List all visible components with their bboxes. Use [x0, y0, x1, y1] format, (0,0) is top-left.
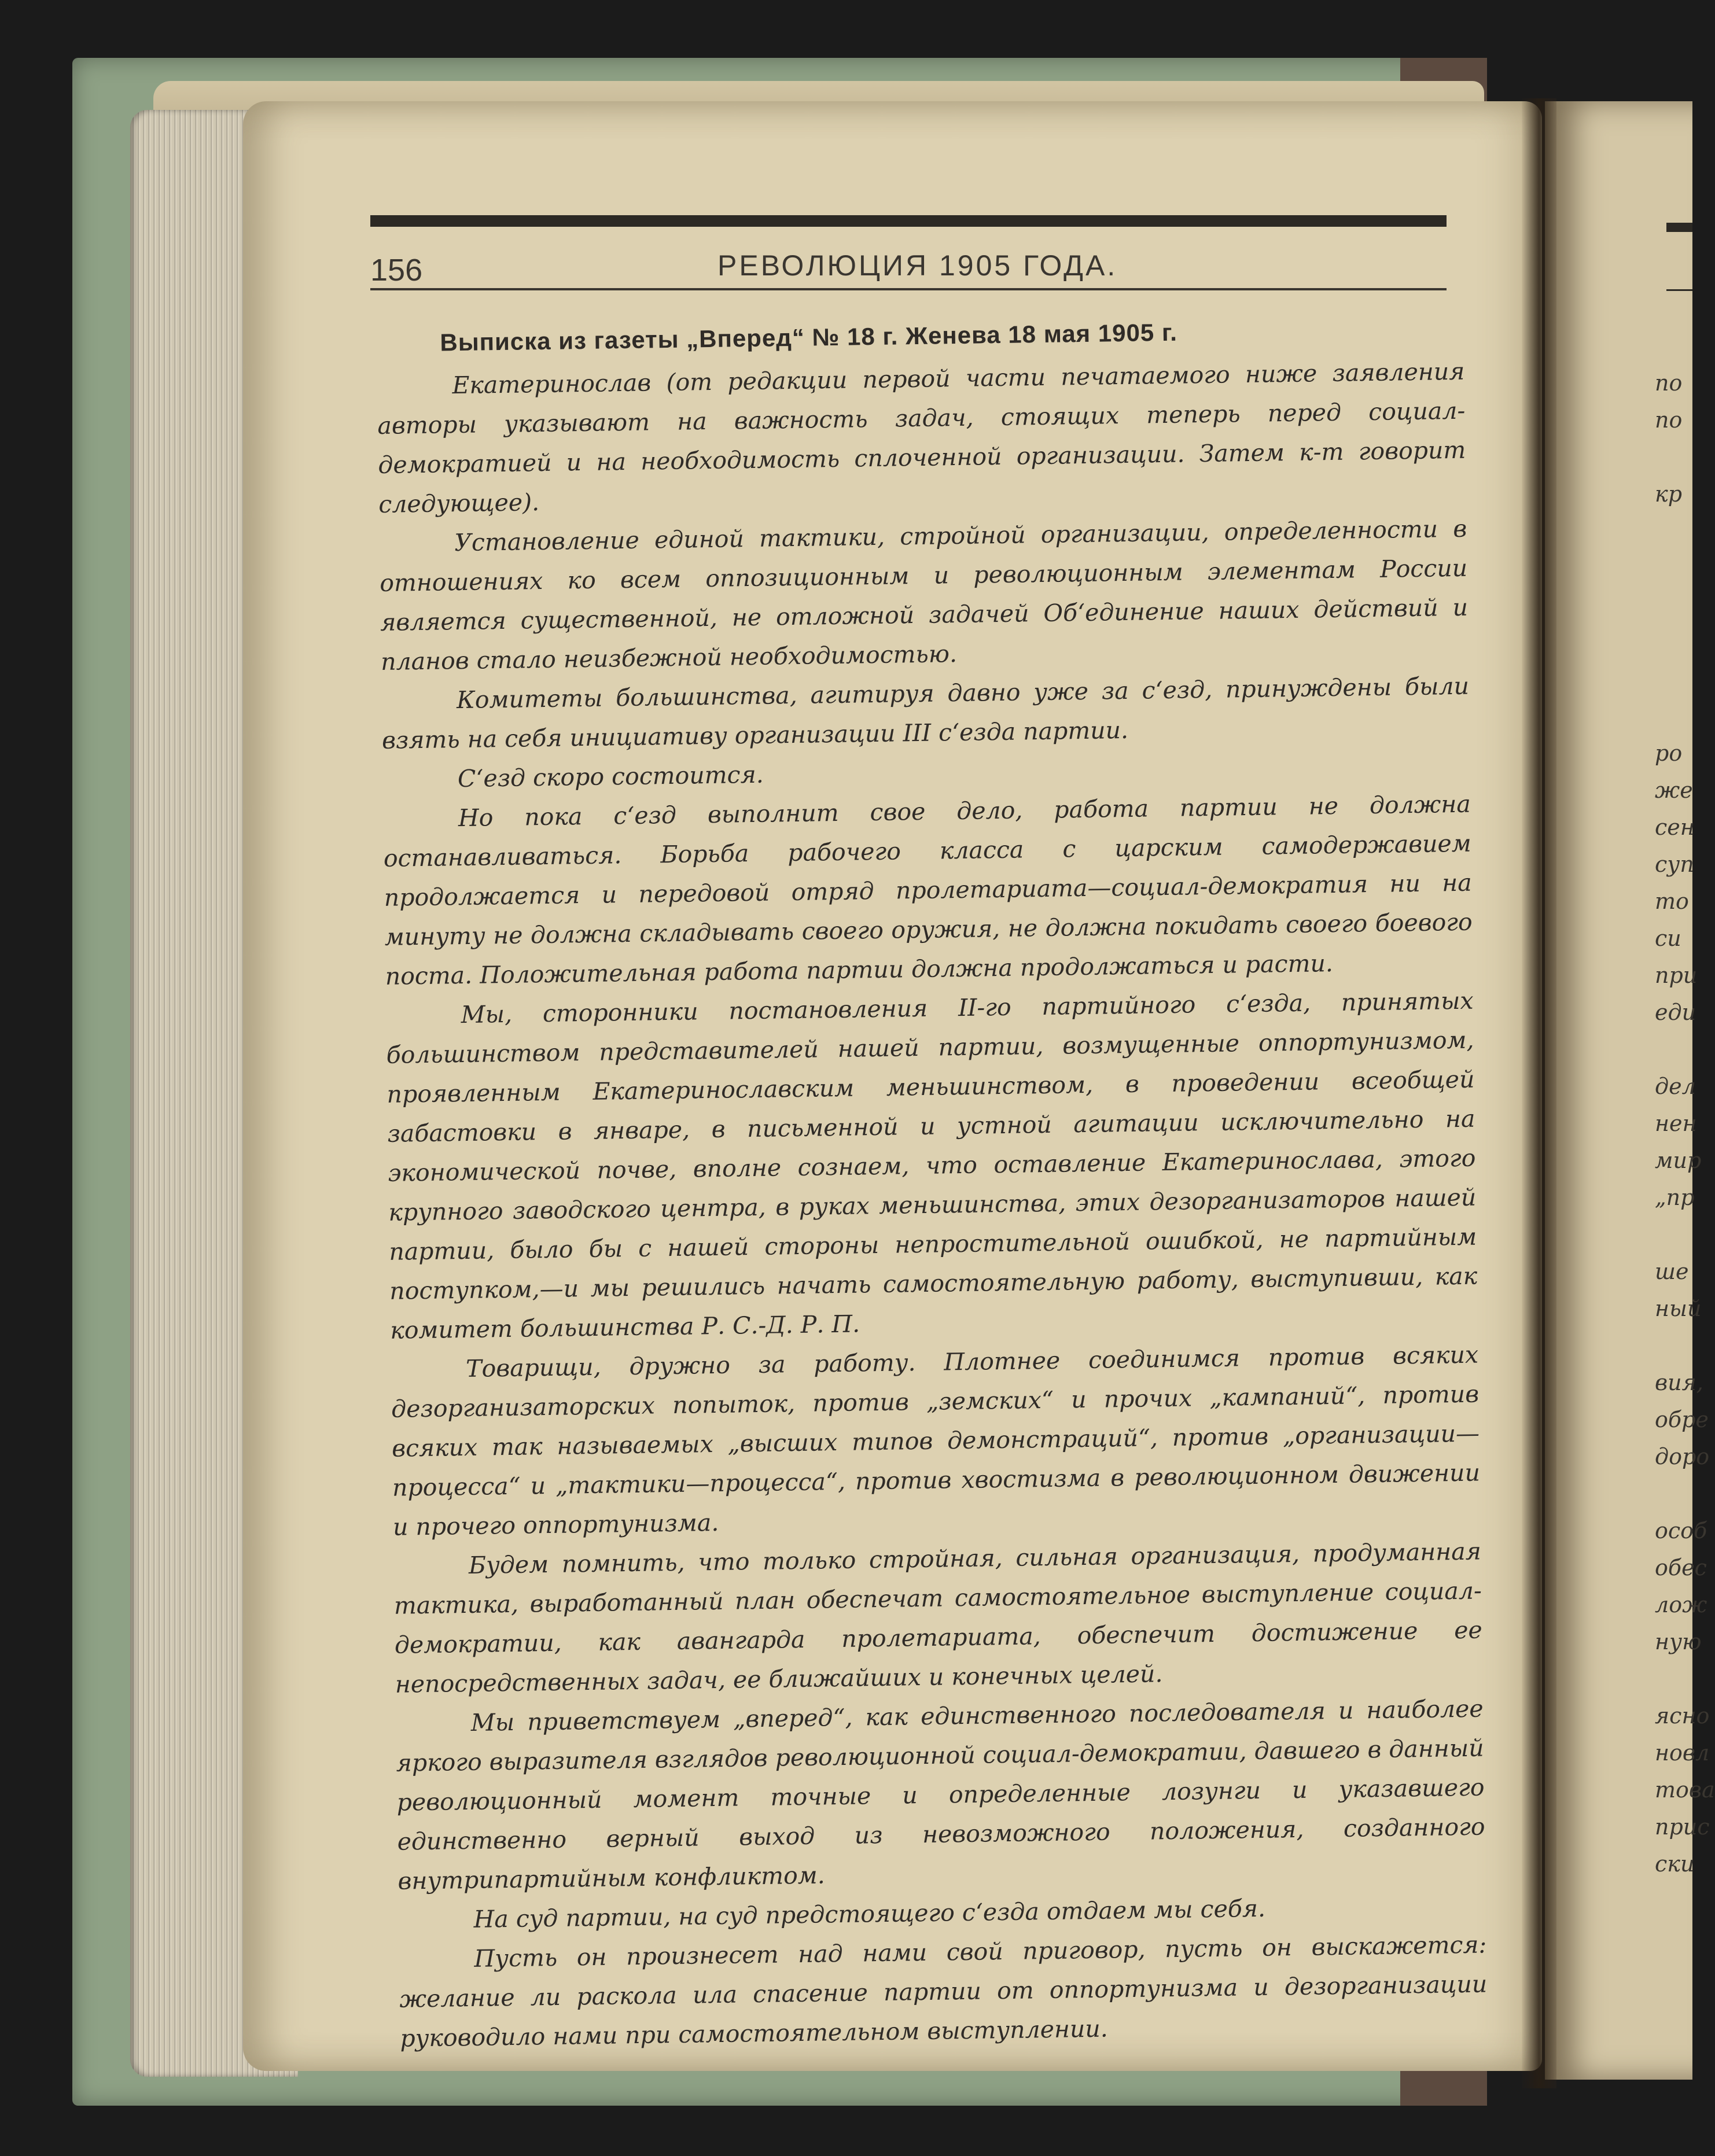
paragraph: Пусть он произнесет над нами свой приговор, пусть он выскажется: желание ли раскола ила спасение партии от оппортунизма и дезорганизации руководило нами при самостоятельном выступлении.	[399, 1930, 1488, 2052]
paragraph: Но пока с‘езд выполнит свое дело, работа партии не должна останавливаться. Борьба рабочего класса с царским самодержавием продолжается и передовой отряд пролетариата—социал-демократия ни на минуту не должна складывать своего оружия, не должна покидать своего боевого поста. Положительная работа партии должна продолжаться и расти.	[383, 790, 1473, 990]
paragraph: Будем помнить, что только стройная, сильная организация, продуманная тактика, выработанный план обеспечат самостоятельное выступление социал-демократии, как авангарда пролетариата, обеспечит достижение ее непосредственных задач, ее ближайших и конечных целей.	[393, 1537, 1483, 1698]
facing-line: ро	[1655, 740, 1683, 766]
facing-line: обре	[1655, 1407, 1709, 1432]
facing-line: ный	[1655, 1296, 1702, 1321]
paragraph: На суд партии, на суд предстоящего с‘езда отдаем мы себя.	[473, 1894, 1266, 1933]
facing-line: това	[1655, 1777, 1715, 1803]
facing-line: сен	[1655, 815, 1695, 840]
facing-line: по	[1655, 370, 1683, 396]
facing-line: „пр	[1655, 1185, 1695, 1210]
facing-line	[1655, 1216, 1692, 1253]
facing-line	[1655, 1475, 1692, 1512]
facing-line: ски	[1655, 1851, 1695, 1877]
facing-line	[1655, 550, 1692, 587]
facing-line	[1655, 624, 1692, 661]
facing-line: же	[1655, 777, 1693, 803]
facing-line: ясно	[1655, 1703, 1710, 1729]
facing-line	[1655, 438, 1692, 476]
facing-line	[1655, 698, 1692, 735]
facing-line: лож	[1655, 1592, 1707, 1617]
facing-header-thin-rule	[1666, 289, 1692, 291]
paragraph: Мы приветствуем „вперед“, как единственного последователя и наиболее яркого выразителя взглядов революционной социал-демократии, давшего в данный революционный момент точные и определенные лозунги и указавшего единственно верный выход из невозможного положения, созданного внутрипартийным конфликтом.	[396, 1694, 1485, 1895]
page-number: 156	[370, 253, 423, 288]
paragraph: Комитеты большинства, агитируя давно уже за с‘езд, принуждены были взять на себя инициативу организации III с‘езда партии.	[381, 672, 1470, 754]
facing-header-rule	[1666, 223, 1692, 232]
header-thick-rule	[370, 215, 1447, 227]
paragraph: С‘езд скоро состоится.	[457, 760, 764, 793]
facing-line	[1655, 1327, 1692, 1364]
facing-line: доро	[1655, 1444, 1710, 1469]
paragraph: Установление единой тактики, стройной организации, определенности в отношениях ко всем оппозиционным и революционным элементам России является существенной, не отложной задачей Об‘единение наших действий и планов стало неизбежной необходимостью.	[379, 514, 1469, 676]
paragraph: Мы, сторонники постановления II-го партийного с‘езда, принятых большинством представителей нашей партии, возмущенные оппортунизмом, проявленным Екатеринославским меньшинством, в проведении всеобщей забастовки в январе, в письменной и устной агитации исключительно на экономической почве, вполне сознаем, что оставление Екатеринослава, этого крупного заводского центра, в руках меньшинства, этих дезорганизаторов нашей партии, было бы с нашей стороны непростительной ошибкой, не партийным поступком,—и мы решились начать самостоятельную работу, выступивши, как комитет большинства Р. С.-Д. Р. П.	[386, 986, 1478, 1344]
facing-line: нен	[1655, 1111, 1697, 1136]
running-head	[370, 243, 1447, 295]
facing-line: вия,	[1655, 1370, 1703, 1395]
facing-line	[1655, 1660, 1692, 1697]
facing-line: при	[1655, 963, 1698, 988]
facing-line: ше	[1655, 1259, 1689, 1284]
facing-page-text	[1655, 364, 1715, 1882]
facing-line: суп	[1655, 852, 1694, 877]
facing-line: си	[1655, 926, 1681, 951]
facing-line: особ	[1655, 1518, 1707, 1543]
facing-line	[1655, 1031, 1692, 1068]
header-thin-rule	[370, 288, 1447, 290]
paragraph: Екатеринослав (от редакции первой части печатаемого ниже заявления авторы указывают на важность задач, стоящих теперь перед социал-демократией и на необходимость сплоченной организации. Затем к-т говорит следующее).	[377, 357, 1466, 518]
facing-line: по	[1655, 407, 1683, 433]
facing-line: еди	[1655, 1000, 1696, 1025]
facing-line	[1655, 513, 1692, 550]
facing-line: новл	[1655, 1740, 1710, 1766]
excerpt-heading: Выписка из газеты „Вперед“ № 18 г. Женева 18 мая 1905 г.	[440, 318, 1178, 356]
facing-line: прис	[1655, 1814, 1710, 1840]
facing-line: дел	[1655, 1074, 1696, 1099]
facing-line	[1655, 587, 1692, 624]
facing-line: то	[1655, 889, 1689, 914]
facing-line: ную	[1655, 1629, 1702, 1654]
facing-line: кр	[1655, 481, 1683, 507]
facing-line: мир	[1655, 1148, 1702, 1173]
facing-line: обес	[1655, 1555, 1707, 1580]
paragraph: Товарищи, дружно за работу. Плотнее соединимся против всяких дезорганизаторских попыток, против „земских“ и прочих „кампаний“, против всяких так называемых „высших типов демонстраций“, против „организации—процесса“ и „тактики—процесса“, против хвостизма в революционном движении и прочего оппортунизма.	[391, 1340, 1481, 1541]
page-body	[376, 309, 1488, 2058]
running-head-title: РЕВОЛЮЦИЯ 1905 ГОДА.	[717, 249, 1118, 282]
book-gutter	[1522, 98, 1556, 2088]
facing-line	[1655, 661, 1692, 698]
paragraphs	[377, 352, 1488, 2058]
